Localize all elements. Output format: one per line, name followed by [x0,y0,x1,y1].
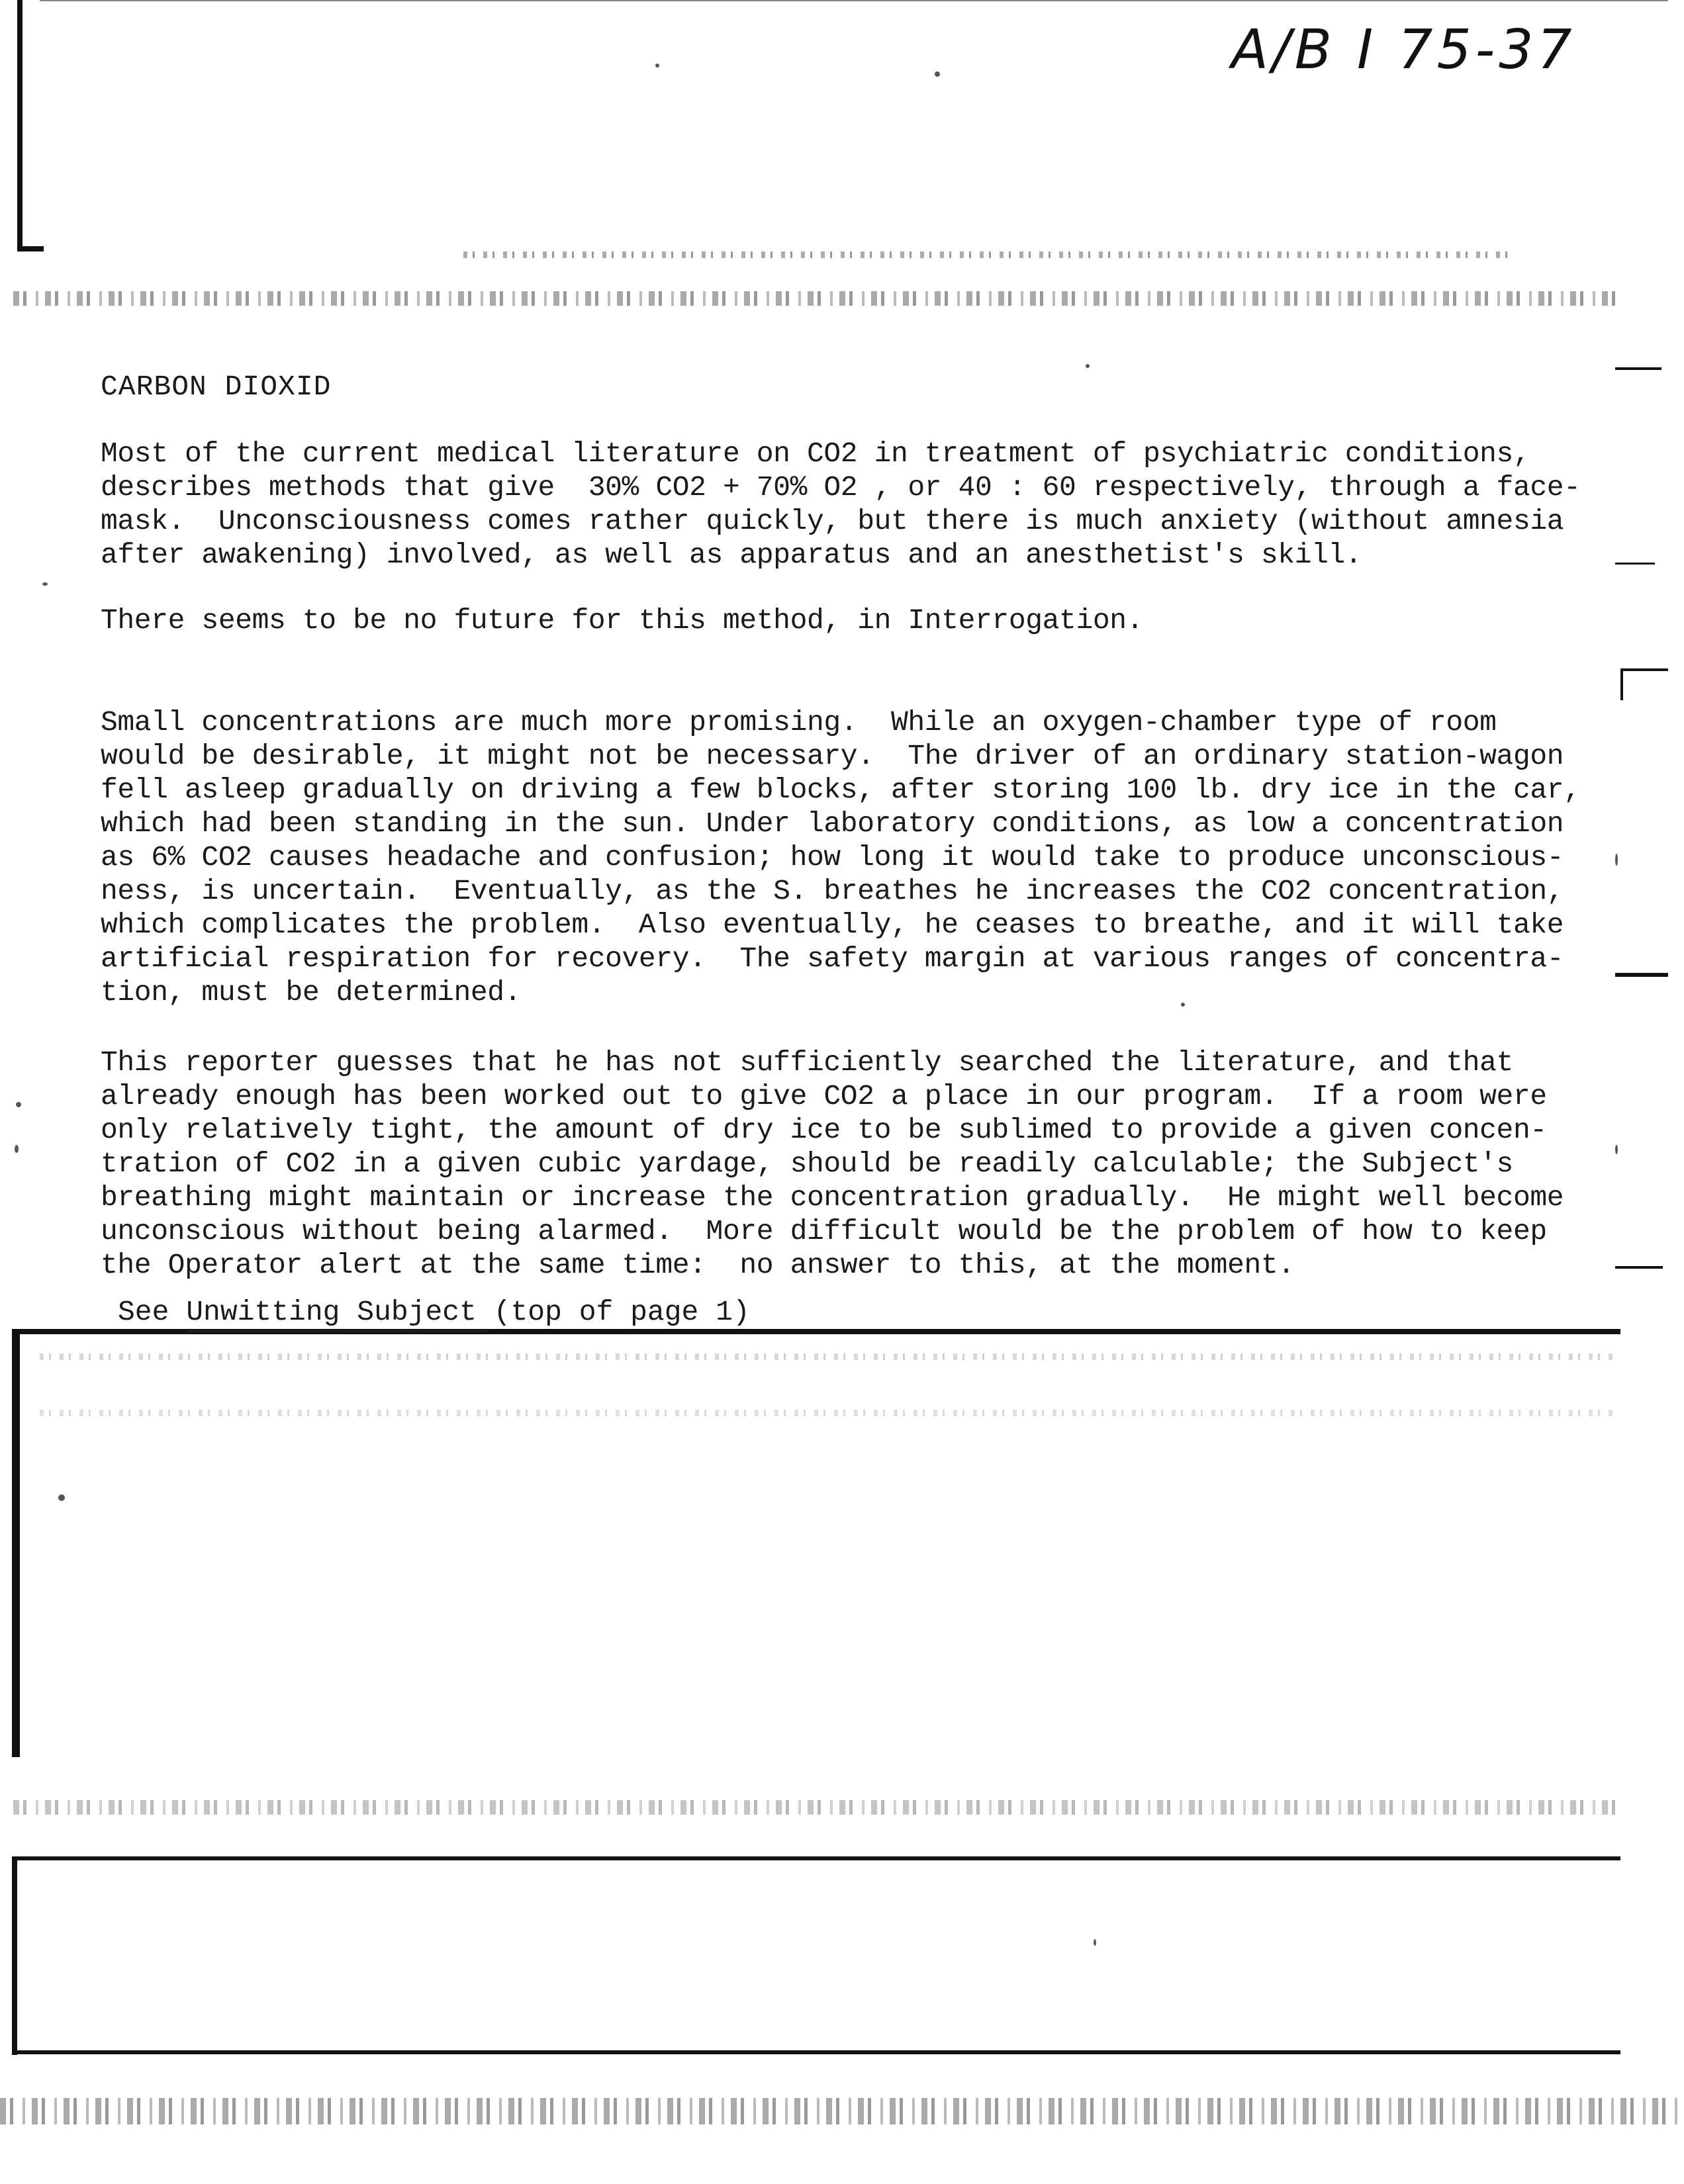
scan-speck [1094,1939,1096,1946]
margin-tick [1615,563,1655,565]
scan-noise [463,251,1509,258]
paragraph-1-line-1: Most of the current medical literature on CO2 in treatment of psychiatric conditions, [101,437,1530,470]
paragraph-2-line-1: There seems to be no future for this method, in Interrogation. [101,604,1144,637]
scan-speck [1615,1145,1618,1154]
handwritten-reference-number: A/B I 75-37 [1231,19,1576,81]
paragraph-4-line-5: breathing might maintain or increase the concentration gradually. He might well become [101,1181,1564,1214]
see-also-reference [118,1296,750,1328]
scan-border-top-edge [40,0,1668,1]
scan-speck [655,64,659,68]
scan-border-top-left-foot [17,246,44,251]
scan-speck [15,1145,19,1153]
see-also-underline [188,1330,487,1332]
paragraph-1-line-2: describes methods that give 30% CO2 + 70% O2 , or 40 : 60 respectively, through a face- [101,471,1581,504]
paragraph-3-line-5: as 6% CO2 causes headache and confusion; how long it would take to produce unconscious- [101,841,1564,874]
scan-noise [40,1410,1615,1416]
scan-border-bottom-left [12,1856,17,2055]
paragraph-3-line-7: which complicates the problem. Also eventually, he ceases to breathe, and it will take [101,909,1564,941]
paragraph-4-line-3: only relatively tight, the amount of dry ice to be sublimed to provide a given concen- [101,1114,1547,1146]
scan-border-bottom-foot [12,2050,1620,2054]
margin-tick [1620,668,1668,671]
scan-border-bottom-top [12,1856,1620,1860]
paragraph-3-line-1: Small concentrations are much more promising. While an oxygen-chamber type of room [101,706,1497,739]
paragraph-1-line-3: mask. Unconsciousness comes rather quickly, but there is much anxiety (without amnesia [101,505,1564,537]
paragraph-1-line-4: after awakening) involved, as well as apparatus and an anesthetist's skill. [101,539,1362,571]
scan-noise [13,1800,1615,1815]
scan-speck [1615,854,1618,866]
see-also-suffix: (top of page 1) [476,1296,750,1328]
document-heading: CARBON DIOXID [101,371,332,403]
paragraph-3-line-9: tion, must be determined. [101,976,522,1009]
scan-noise [13,291,1615,306]
margin-tick [1615,367,1661,370]
margin-tick [1615,973,1668,977]
scan-speck [16,1102,21,1107]
scan-noise [40,1353,1615,1360]
paragraph-3-line-2: would be desirable, it might not be necessary. The driver of an ordinary station-wagon [101,740,1564,772]
paragraph-4-line-6: unconscious without being alarmed. More difficult would be the problem of how to keep [101,1215,1547,1248]
paragraph-4-line-2: already enough has been worked out to give CO2 a place in our program. If a room were [101,1080,1547,1113]
scan-speck [935,71,940,77]
scan-border-mid-left [12,1334,20,1757]
see-also-prefix: See [118,1296,187,1328]
margin-tick [1620,668,1623,700]
margin-tick [1615,1266,1663,1269]
scan-noise [0,2098,1684,2124]
paragraph-3-line-3: fell asleep gradually on driving a few blocks, after storing 100 lb. dry ice in the car, [101,774,1581,806]
see-also-link-text: Unwitting Subject [186,1296,477,1328]
paragraph-4-line-7: the Operator alert at the same time: no answer to this, at the moment. [101,1249,1295,1281]
paragraph-3-line-6: ness, is uncertain. Eventually, as the S. breathes he increases the CO2 concentration, [101,875,1564,907]
scan-speck [42,582,48,586]
paragraph-3-line-8: artificial respiration for recovery. The safety margin at various ranges of concentra- [101,942,1564,975]
scan-speck [1086,364,1090,368]
scan-border-top-left [17,0,23,251]
paragraph-4-line-1: This reporter guesses that he has not sufficiently searched the literature, and that [101,1046,1513,1079]
paragraph-3-line-4: which had been standing in the sun. Under laboratory conditions, as low a concentration [101,807,1564,840]
paragraph-4-line-4: tration of CO2 in a given cubic yardage, should be readily calculable; the Subject's [101,1148,1513,1180]
scan-speck [58,1494,65,1501]
